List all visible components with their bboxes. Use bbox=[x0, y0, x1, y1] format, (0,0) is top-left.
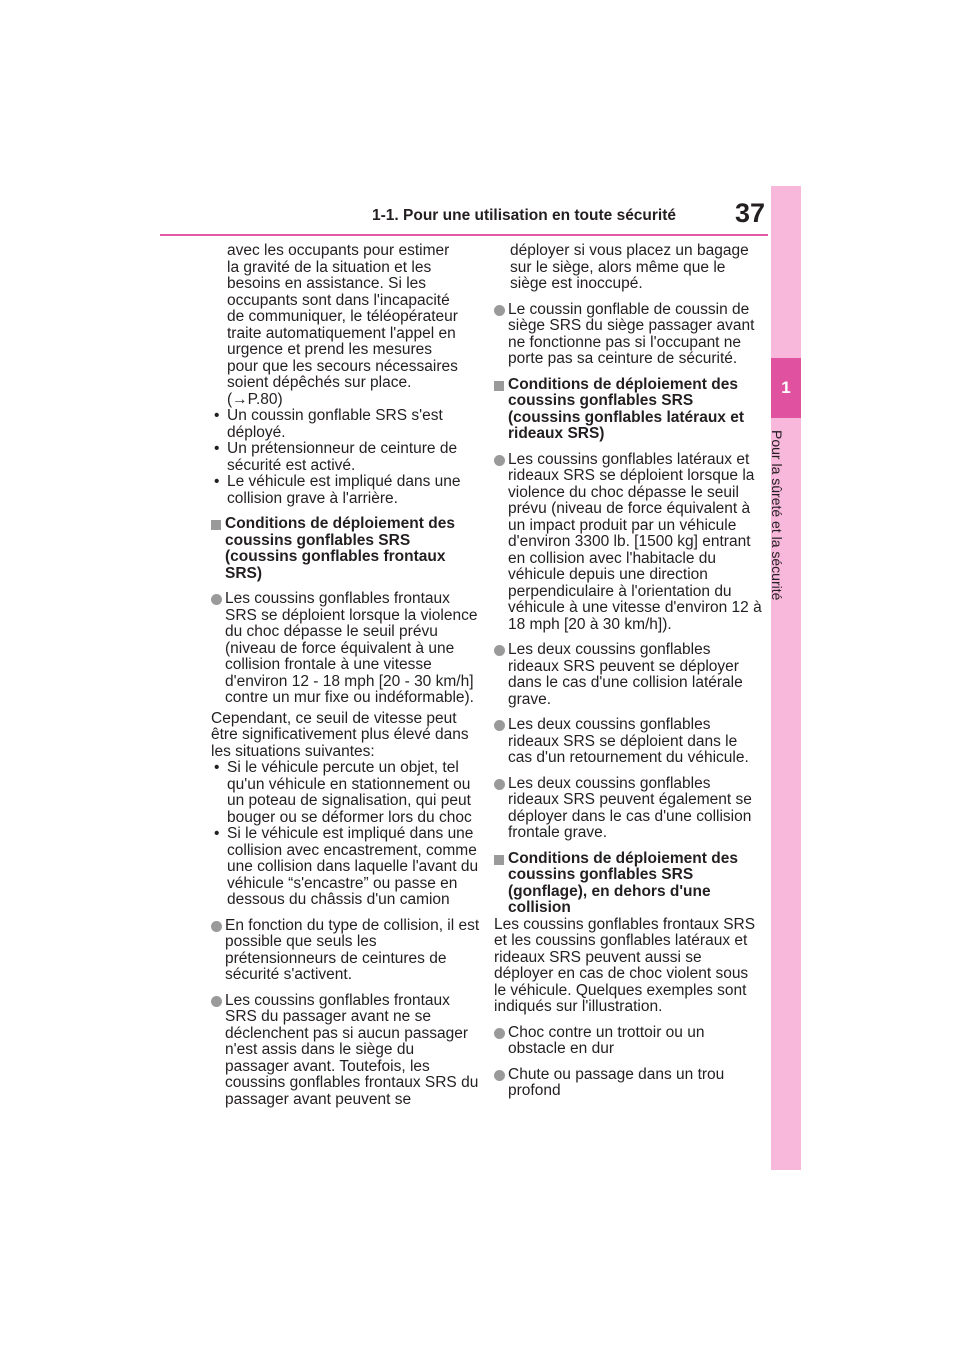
bullet-item: Les deux coussins gonflables rideaux SRS se déploient dans le cas d'un retournement du véhicule. bbox=[494, 717, 764, 767]
square-marker-icon bbox=[494, 855, 504, 865]
bullet-icon bbox=[494, 1028, 505, 1039]
list-item: • Un prétensionneur de ceinture de sécurité est activé. bbox=[214, 440, 458, 474]
section-heading: Conditions de déploiement des coussins gonflables SRS (gonflage), en dehors d'une collision bbox=[494, 851, 764, 917]
list-marker: • bbox=[214, 825, 220, 842]
text-line: occupants sont dans l'incapacité bbox=[227, 291, 450, 309]
list-marker: • bbox=[214, 473, 220, 490]
bullet-item: Les coussins gonflables latéraux et rideaux SRS se déploient lorsque la violence du choc dépasse le seuil prévu (niveau de force équivalent à un impact produit par un véhicule d'environ 3300 lb. [1500 kg] entrant en collision avec l'habitacle du véhicule depuis une direction perpendiculaire à l'orientation du véhicule à une vitesse d'environ 12 à 18 mph [20 à 30 km/h]). bbox=[494, 452, 764, 634]
text-line: de communiquer, le téléopérateur bbox=[227, 308, 458, 325]
left-column bbox=[211, 243, 481, 1108]
bullet-icon bbox=[494, 455, 505, 466]
page-reference: (→P.80) bbox=[227, 390, 283, 408]
section-title: 1-1. Pour une utilisation en toute sécurité bbox=[372, 207, 677, 224]
text-line: avec les occupants pour estimer bbox=[227, 242, 450, 259]
chapter-side-tab bbox=[771, 186, 801, 1170]
chapter-number-box: 1 bbox=[771, 358, 801, 418]
bullet-item: Les coussins gonflables frontaux SRS se déploient lorsque la violence du choc dépasse le seuil prévu (niveau de force équivalent à une collision frontale à une vitesse d'environ 12 - 18 mph [20 - 30 km/h] contre un mur fixe ou indéformable). bbox=[211, 591, 481, 707]
list-marker: • bbox=[214, 440, 220, 457]
bullet-item: Les coussins gonflables frontaux SRS du passager avant ne se déclenchent pas si aucun passager n'est assis dans le siège du passager avant. Toutefois, les coussins gonflables frontaux SRS du passager avant peuvent se bbox=[211, 993, 481, 1109]
right-column bbox=[494, 243, 764, 1100]
list-marker: • bbox=[214, 407, 220, 424]
page-number: 37 bbox=[735, 198, 766, 228]
list-item: • Le véhicule est impliqué dans une collision grave à l'arrière. bbox=[214, 473, 461, 507]
section-heading: Conditions de déploiement des coussins gonflables SRS (coussins gonflables latéraux et rideaux SRS) bbox=[494, 377, 764, 443]
square-marker-icon bbox=[211, 520, 221, 530]
list-item: • Si le véhicule percute un objet, tel qu'un véhicule en stationnement ou un poteau de signalisation, qui peut bouger ou se déformer lors du choc bbox=[214, 759, 472, 826]
text-line: soient dépêchés sur place. bbox=[227, 374, 412, 391]
bullet-item: Chute ou passage dans un trou profond bbox=[494, 1067, 764, 1100]
bullet-item: En fonction du type de collision, il est possible que seuls les prétensionneurs de ceintures de sécurité s'activent. bbox=[211, 918, 481, 984]
continued-text bbox=[211, 243, 481, 408]
square-marker-icon bbox=[494, 381, 504, 391]
header-rule bbox=[160, 234, 768, 236]
paragraph: Les coussins gonflables frontaux SRS et les coussins gonflables latéraux et rideaux SRS peuvent aussi se déployer en cas de choc violent sous le véhicule. Quelques exemples sont indiqués sur l'illustration. bbox=[494, 915, 756, 1015]
bullet-icon bbox=[211, 594, 222, 605]
section-heading: Conditions de déploiement des coussins gonflables SRS (coussins gonflables frontaux SRS) bbox=[211, 516, 481, 582]
chapter-title-vertical: Pour la sûreté et la sécurité bbox=[769, 430, 785, 601]
bullet-icon bbox=[494, 305, 505, 316]
bullet-icon bbox=[494, 720, 505, 731]
list-item: • Si le véhicule est impliqué dans une collision avec encastrement, comme une collision dans laquelle l'avant du véhicule “s'encastre” ou passe en dessous du châssis d'un camion bbox=[214, 825, 479, 908]
text-line: traite automatiquement l'appel en bbox=[227, 324, 456, 342]
text-line: pour que les secours nécessaires bbox=[227, 357, 458, 375]
bullet-icon bbox=[494, 1070, 505, 1081]
list-marker: • bbox=[214, 759, 220, 776]
text-line: urgence et prend les mesures bbox=[227, 341, 433, 358]
bullet-item: Les deux coussins gonflables rideaux SRS peuvent également se déployer dans le cas d'une collision frontale grave. bbox=[494, 776, 764, 842]
text-line: la gravité de la situation et les bbox=[227, 258, 432, 276]
bullet-icon bbox=[494, 645, 505, 656]
bullet-icon bbox=[494, 779, 505, 790]
bullet-item: Les deux coussins gonflables rideaux SRS peuvent se déployer dans le cas d'une collision latérale grave. bbox=[494, 642, 764, 708]
paragraph: Cependant, ce seuil de vitesse peut être significativement plus élevé dans les situations suivantes: bbox=[211, 709, 469, 760]
bullet-icon bbox=[211, 921, 222, 932]
bullet-item: Le coussin gonflable de coussin de siège SRS du siège passager avant ne fonctionne pas si l'occupant ne porte pas sa ceinture de sécurité. bbox=[494, 302, 764, 368]
continued-text: déployer si vous placez un bagage sur le siège, alors même que le siège est inoccupé. bbox=[510, 242, 749, 292]
bullet-icon bbox=[211, 996, 222, 1007]
bullet-item: Choc contre un trottoir ou un obstacle en dur bbox=[494, 1025, 764, 1058]
text-line: besoins en assistance. Si les bbox=[227, 275, 427, 292]
list-item: • Un coussin gonflable SRS s'est déployé. bbox=[214, 407, 443, 441]
